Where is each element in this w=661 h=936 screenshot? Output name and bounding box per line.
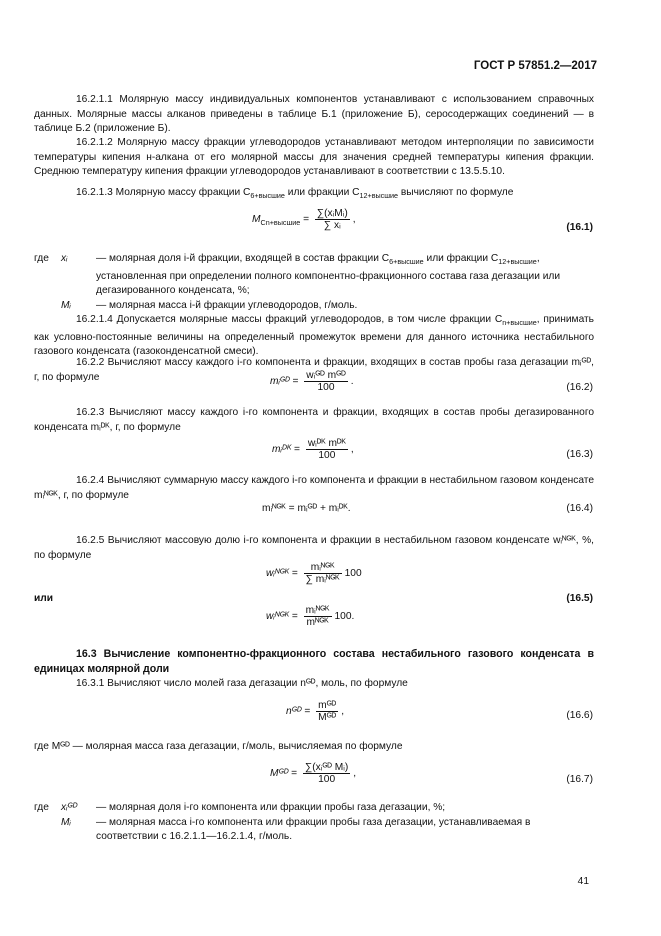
equation-16-5b: wᵢᴺᴳᴷ = $\frac{\text{mᵢᴺᴳᴷ}}{\text{mᴺᴳᴷ}}$ 100.: [266, 605, 355, 628]
section-heading-16-3: 16.3 Вычисление компонентно-фракционного состава нестабильного газового конденсата в единицах молярной доли: [34, 648, 594, 675]
equation-label-16-7: (16.7): [566, 774, 593, 785]
paragraph-16-2-1-1: 16.2.1.1 Молярную массу индивидуальных компонентов устанавливают с использованием справочных данных. Молярные массы алканов приведены в таблице Б.1 (приложение Б), серосодержащих соединений — в таблице Б.2 (приложение Б).: [34, 94, 594, 135]
document-header: ГОСТ Р 57851.2—2017: [473, 60, 597, 72]
equation-label-16-4: (16.4): [566, 503, 593, 514]
paragraph-16-3-1: 16.3.1 Вычисляют число молей газа дегазации nᴳᴰ, моль, по формуле: [76, 678, 408, 689]
equation-16-3: mᵢᴰᴷ = $\frac{\text{wᵢᴰᴷ mᴰᴷ}}{100}$ ,: [272, 438, 354, 461]
equation-label-16-5: (16.5): [566, 593, 593, 604]
where-block-2: где Mᴳᴰ — молярная масса газа дегазации, г/моль, вычисляемая по формуле: [34, 741, 403, 752]
equation-16-5a: wᵢᴺᴳᴷ = $\frac{\text{mᵢᴺᴳᴷ}}{\text{∑ mᵢᴺᴳᴷ}}$ 100: [266, 562, 362, 585]
paragraph-16-2-1-2: 16.2.1.2 Молярную массу фракции углеводородов устанавливают методом интерполяции по зависимости температуры кипения н-алкана от его молярной массы для значения средней температуры кипения фракции. Среднюю температуру кипения фракции углеводородов устанавливают в соответствии с 13.5.5.10.: [34, 137, 594, 178]
paragraph-16-2-1-3: 16.2.1.3 Молярную массу фракции $C_{6+высшие}$ или фракции $C_{12+высшие}$ вычисляют по формуле: [76, 187, 514, 200]
paragraph-16-2-4: 16.2.4 Вычисляют суммарную массу каждого i-го компонента и фракции в нестабильном газовом конденсате mᵢᴺᴳᴷ, г, по формуле: [34, 475, 594, 501]
equation-16-4: mᵢᴺᴳᴷ = mᵢᴳᴰ + mᵢᴰᴷ.: [262, 503, 351, 514]
paragraph-16-2-2: 16.2.2 Вычисляют массу каждого i-го компонента и фракции, входящих в состав пробы газа дегазации mᵢᴳᴰ, г, по формуле: [34, 357, 594, 383]
equation-16-6: nᴳᴰ = $\frac{\text{mᴳᴰ}}{\text{Mᴳᴰ}}$ ,: [286, 700, 345, 723]
equation-16-7: Mᴳᴰ = $\frac{\text{∑(xᵢᴳᴰ Mᵢ)}}{100}$ ,: [270, 762, 357, 785]
paragraph-16-2-5: 16.2.5 Вычисляют массовую долю i-го компонента и фракции в нестабильном газовом конденсате wᵢᴺᴳᴷ, %, по формуле: [34, 535, 594, 561]
paragraph-16-2-1-4: 16.2.1.4 Допускается молярные массы фракций углеводородов, в том числе фракции $C_{n+высшие}$, принимать как условно-постоянные величины на определенный промежуток времени для данного источника нестабильного газового конденсата (газоконденсатной смеси).: [34, 314, 594, 358]
paragraph-16-2-3: 16.2.3 Вычисляют массу каждого i-го компонента и фракции, входящих в состав пробы дегазированного конденсата mᵢᴰᴷ, г, по формуле: [34, 407, 594, 433]
equation-label-16-2: (16.2): [566, 382, 593, 393]
or-label: или: [34, 593, 53, 604]
where-block-3: где xᵢᴳᴰ — молярная доля i-го компонента или фракции пробы газа дегазации, %; Mᵢ — молярная масса i-го компонента или фракции пробы газа дегазации, устанавливаемая в соответствии с 16.2.1.1—16.2.1.4, г/моль.: [34, 802, 531, 843]
equation-label-16-6: (16.6): [566, 710, 593, 721]
where-block-1: где xᵢ — молярная доля i-й фракции, входящей в состав фракции $C_{6+высшие}$ или фракции $C_{12+высшие}$, установленная при определении полного компонентно-фракционного состава газа дегазации или дегазированного конденсата, %; Mᵢ — молярная масса i-й фракции углеводородов, г/моль.: [34, 253, 561, 311]
equation-16-1: $M_{Cn+высшие}$ = $\frac{\text{∑(xᵢMᵢ)}}{\text{∑ xᵢ}}$ ,: [252, 208, 356, 231]
equation-16-2: mᵢᴳᴰ = $\frac{\text{wᵢᴳᴰ mᴳᴰ}}{100}$ .: [270, 370, 354, 393]
equation-label-16-3: (16.3): [566, 449, 593, 460]
equation-label-16-1: (16.1): [566, 222, 593, 233]
page-number: 41: [577, 876, 589, 887]
